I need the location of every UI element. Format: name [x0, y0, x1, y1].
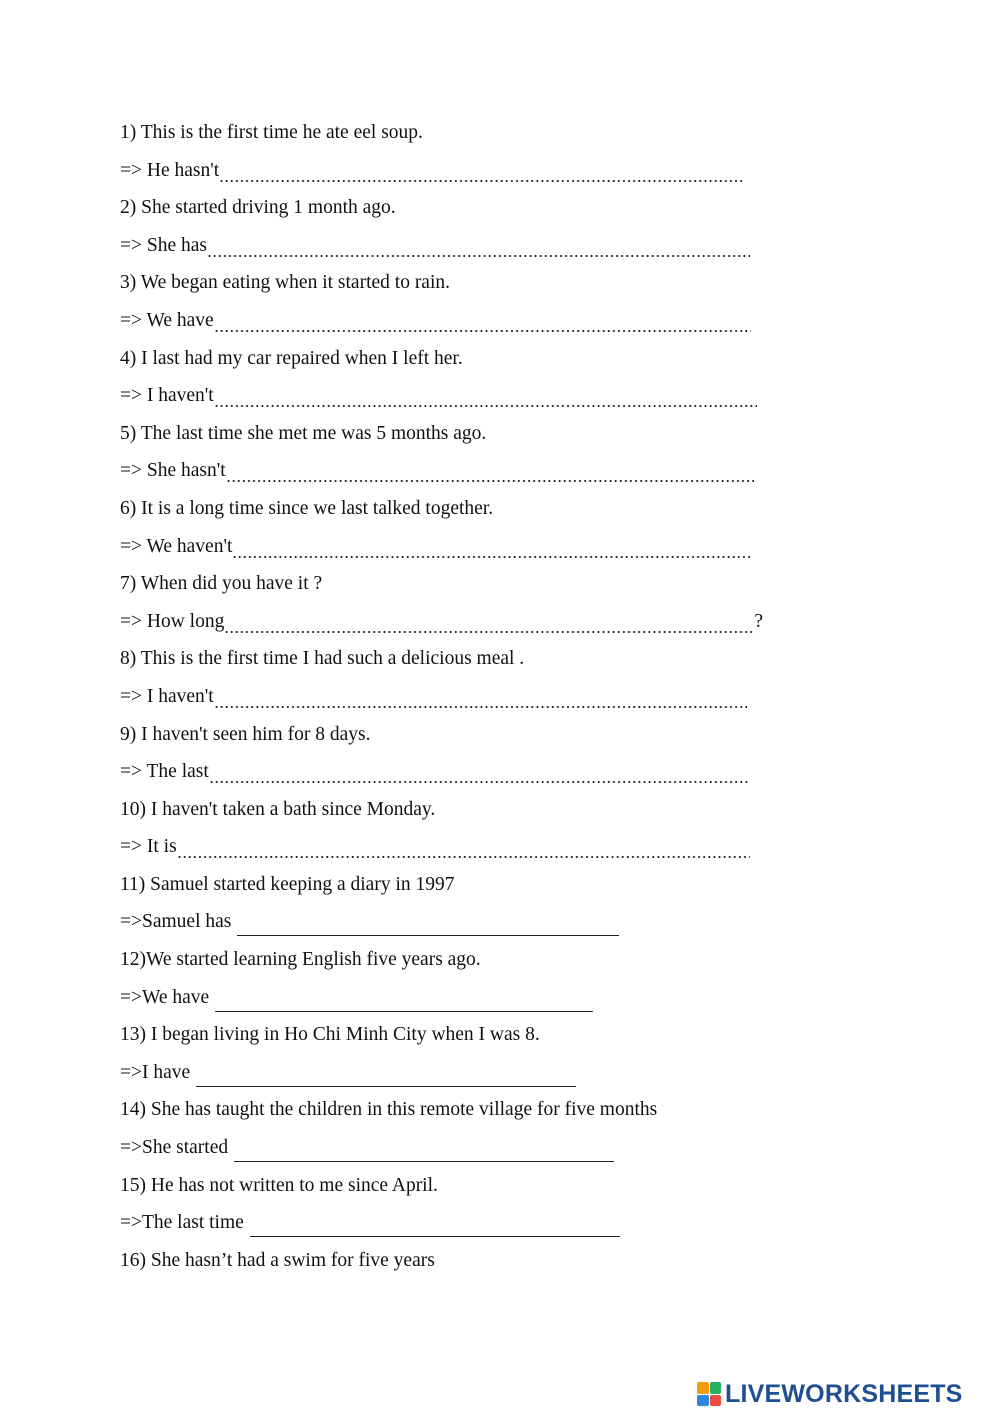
question-11: [120, 870, 840, 908]
question-text: 13) I began living in Ho Chi Minh City when I was 8.: [120, 1024, 540, 1046]
answer-row-9: [120, 757, 840, 795]
answer-prompt: =>The last time: [120, 1212, 244, 1234]
question-3: [120, 268, 840, 306]
answer-input-10[interactable]: [177, 832, 750, 862]
answer-prompt: => He hasn't: [120, 159, 220, 181]
question-text: 1) This is the first time he ate eel soup.: [120, 122, 423, 143]
logo-square-blue: [697, 1395, 709, 1407]
answer-row-3: [120, 306, 840, 344]
answer-row-8: [120, 682, 840, 720]
answer-row-13: [120, 1058, 840, 1096]
answer-prompt: => The last: [120, 761, 209, 783]
answer-prompt: => I haven't: [120, 685, 214, 707]
answer-row-14: [120, 1133, 840, 1171]
answer-input-4[interactable]: [214, 381, 757, 411]
answer-suffix: ?: [754, 610, 763, 632]
question-text: 8) This is the first time I had such a delicious meal .: [120, 648, 525, 670]
question-7: [120, 569, 840, 607]
question-text: 4) I last had my car repaired when I left her.: [120, 347, 463, 369]
logo-text: [725, 1377, 963, 1411]
question-text: 11) Samuel started keeping a diary in 1997: [120, 873, 455, 895]
logo-text-live: LIVE: [725, 1380, 782, 1408]
answer-row-6: [120, 532, 840, 570]
question-9: [120, 720, 840, 758]
answer-prompt: =>We have: [120, 986, 210, 1008]
question-text: 10) I haven't taken a bath since Monday.: [120, 798, 436, 820]
answer-input-11[interactable]: [237, 907, 619, 936]
question-text: 2) She started driving 1 month ago.: [120, 197, 396, 219]
answer-input-2[interactable]: [207, 231, 750, 261]
question-text: 15) He has not written to me since April.: [120, 1174, 438, 1196]
answer-prompt: => She hasn't: [120, 460, 226, 482]
question-text: 5) The last time she met me was 5 months ago.: [120, 422, 487, 444]
answer-row-5: [120, 456, 840, 494]
answer-prompt: => She has: [120, 234, 207, 256]
answer-input-9[interactable]: [209, 757, 748, 787]
question-1: [120, 118, 840, 156]
answer-input-8[interactable]: [214, 682, 747, 712]
question-text: 6) It is a long time since we last talked together.: [120, 497, 494, 519]
answer-input-3[interactable]: [214, 306, 751, 336]
question-14: [120, 1095, 840, 1133]
answer-row-1: [120, 156, 840, 194]
question-text: 3) We began eating when it started to rain.: [120, 272, 451, 294]
question-text: 9) I haven't seen him for 8 days.: [120, 723, 371, 745]
question-4: [120, 344, 840, 382]
question-text: 7) When did you have it ?: [120, 573, 323, 595]
liveworksheets-logo: [697, 1377, 963, 1411]
answer-input-5[interactable]: [226, 456, 754, 486]
answer-row-10: [120, 832, 840, 870]
answer-input-12[interactable]: [215, 983, 593, 1012]
answer-prompt: => I haven't: [120, 385, 214, 407]
question-2: [120, 193, 840, 231]
question-text: 16) She hasn’t had a swim for five years: [120, 1249, 435, 1271]
logo-square-green: [710, 1382, 722, 1394]
answer-row-2: [120, 231, 840, 269]
answer-row-11: [120, 907, 840, 945]
answer-input-14[interactable]: [234, 1133, 614, 1162]
logo-square-red: [710, 1395, 722, 1407]
answer-prompt: => How long: [120, 610, 225, 632]
answer-row-4: [120, 381, 840, 419]
question-10: [120, 795, 840, 833]
answer-row-15: [120, 1208, 840, 1246]
logo-text-worksheets: WORKSHEETS: [781, 1380, 963, 1408]
question-15: [120, 1171, 840, 1209]
answer-input-6[interactable]: [232, 532, 752, 562]
question-8: [120, 644, 840, 682]
question-12: [120, 945, 840, 983]
answer-input-1[interactable]: [219, 156, 744, 186]
question-13: [120, 1020, 840, 1058]
question-5: [120, 419, 840, 457]
answer-prompt: => It is: [120, 836, 177, 858]
answer-prompt: => We have: [120, 309, 214, 331]
question-6: [120, 494, 840, 532]
question-text: 12)We started learning English five years ago.: [120, 949, 481, 971]
worksheet: [120, 118, 840, 1283]
answer-row-7: [120, 607, 840, 645]
answer-row-12: [120, 983, 840, 1021]
logo-mark-icon: [697, 1382, 721, 1406]
answer-prompt: =>I have: [120, 1061, 191, 1083]
answer-prompt: =>Samuel has: [120, 911, 232, 933]
question-text: 14) She has taught the children in this remote village for five months: [120, 1099, 658, 1121]
answer-input-13[interactable]: [196, 1058, 576, 1087]
answer-prompt: => We haven't: [120, 535, 233, 557]
logo-square-orange: [697, 1382, 709, 1394]
answer-input-7[interactable]: [224, 607, 753, 637]
question-16: [120, 1246, 840, 1284]
answer-input-15[interactable]: [250, 1208, 620, 1237]
answer-prompt: =>She started: [120, 1137, 229, 1159]
